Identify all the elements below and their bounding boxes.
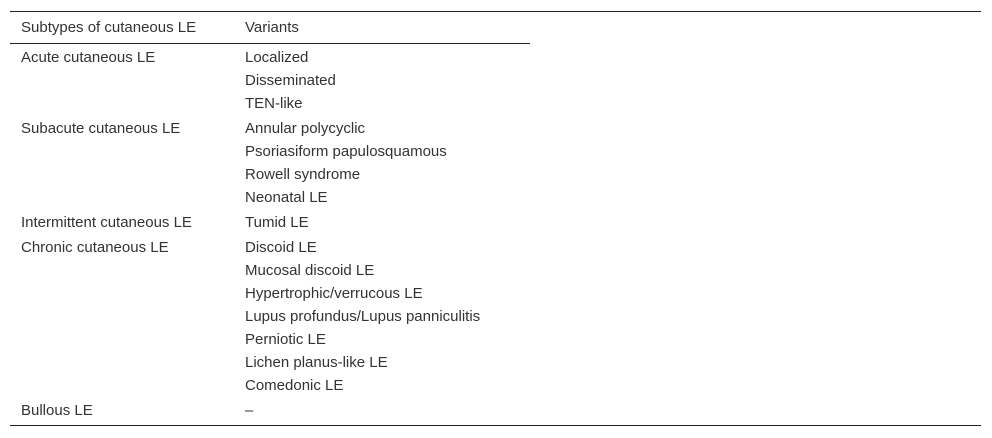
variants-cell (245, 211, 981, 234)
variants-cell (245, 117, 981, 209)
subtype-cell: Subacute cutaneous LE (21, 120, 181, 137)
variant-item: Discoid LE (245, 239, 317, 256)
table-row (10, 117, 981, 209)
lupus-subtypes-table (10, 11, 981, 426)
table-row (10, 211, 981, 234)
variants-cell (245, 236, 981, 397)
variant-item: Rowell syndrome (245, 166, 361, 183)
subtype-cell: Acute cutaneous LE (21, 49, 156, 66)
header-subtypes: Subtypes of cutaneous LE (21, 19, 197, 36)
subtype-cell: Intermittent cutaneous LE (21, 214, 192, 231)
variant-item: TEN-like (245, 95, 303, 112)
variant-item: Comedonic LE (245, 377, 344, 394)
variant-item: Hypertrophic/verrucous LE (245, 285, 423, 302)
variant-item: Perniotic LE (245, 331, 326, 348)
header-variants: Variants (245, 19, 299, 36)
variant-item: Neonatal LE (245, 189, 328, 206)
subtype-cell: Bullous LE (21, 402, 93, 419)
table-row (10, 399, 981, 422)
variants-cell (245, 399, 981, 422)
variant-item: – (245, 402, 254, 419)
variant-item: Disseminated (245, 72, 336, 89)
table-header-row (10, 12, 530, 44)
variants-cell (245, 46, 981, 115)
variant-item: Psoriasiform papulosquamous (245, 143, 447, 160)
table-body (10, 46, 981, 424)
variant-item: Tumid LE (245, 214, 309, 231)
variant-item: Localized (245, 49, 309, 66)
table-row (10, 236, 981, 397)
subtype-cell: Chronic cutaneous LE (21, 239, 169, 256)
table-row (10, 46, 981, 115)
variant-item: Annular polycyclic (245, 120, 366, 137)
variant-item: Lichen planus-like LE (245, 354, 388, 371)
variant-item: Lupus profundus/Lupus panniculitis (245, 308, 481, 325)
variant-item: Mucosal discoid LE (245, 262, 375, 279)
